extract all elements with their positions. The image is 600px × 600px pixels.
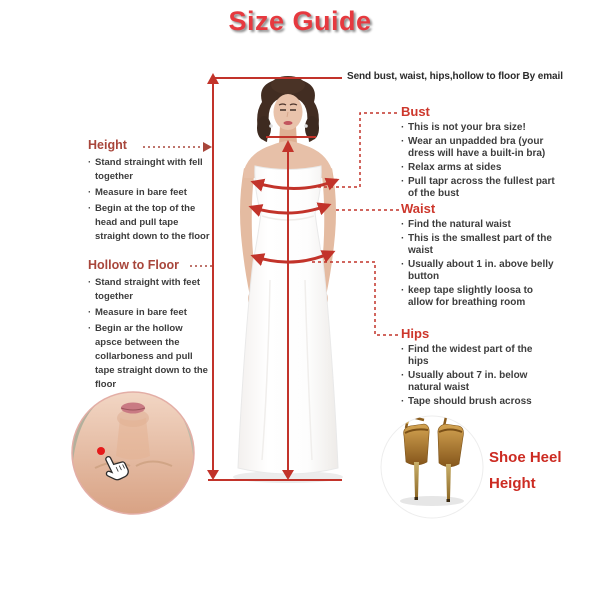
list-item: · Pull tapr across the fullest part of the bust	[401, 176, 555, 200]
height-line-down-arrow	[207, 470, 219, 480]
hips-list	[401, 344, 555, 408]
list-item: · Measure in bare feet	[88, 186, 212, 200]
neck-shading	[116, 418, 150, 460]
height-list	[88, 156, 212, 244]
email-instruction: Send bust, waist, hips,hollow to floor By email	[347, 71, 563, 82]
hollow-to-floor-heading: Hollow to Floor	[88, 258, 179, 272]
bust-heading: Bust	[401, 104, 430, 119]
shoe-heel-image	[381, 415, 483, 518]
shoe-heel-height-line1: Shoe Heel	[489, 449, 562, 466]
lips	[284, 121, 293, 125]
left-earring	[269, 124, 273, 128]
hollow-to-floor-list	[88, 276, 212, 392]
bust-list	[401, 122, 555, 200]
closeup-lips	[121, 403, 145, 414]
waist-list	[401, 219, 555, 309]
list-item: · Stand strainght with fell together	[88, 156, 212, 184]
height-section	[88, 139, 212, 246]
hollow-point-dot	[97, 447, 105, 455]
list-item: · Measure in bare feet	[88, 306, 212, 320]
waist-section	[401, 202, 555, 311]
list-item: · Stand straight with feet together	[88, 276, 212, 304]
list-item: · This is not your bra size!	[401, 122, 555, 134]
list-item: · Find the natural waist	[401, 219, 555, 231]
height-heading: Height	[88, 138, 127, 152]
list-item: · Usually about 1 in. above belly button	[401, 259, 555, 283]
list-item: · Relax arms at sides	[401, 162, 555, 174]
list-item: · Begin ar the hollow apsce between the collarboness and pull tape straight down to the floor	[88, 322, 212, 392]
hollow-point-closeup	[72, 391, 194, 514]
hips-heading: Hips	[401, 326, 430, 341]
list-item: · Find the widest part of the hips	[401, 344, 555, 368]
page-title: Size Guide	[228, 6, 372, 36]
list-item: · Wear an unpadded bra (your dress will have a built-in bra)	[401, 136, 555, 160]
shoe-heel-height-line2: Height	[489, 475, 536, 492]
list-item: · This is the smallest part of the waist	[401, 233, 555, 257]
shoe-heel-height-label	[489, 445, 562, 497]
bust-section	[401, 105, 555, 202]
shoe-shadow	[400, 496, 464, 506]
hollow-to-floor-section	[88, 259, 212, 394]
waist-heading: Waist	[401, 201, 436, 216]
right-earring	[304, 124, 308, 128]
hips-section	[401, 327, 555, 410]
list-item: · Begin at the top of the head and pull tape straight down to the floor	[88, 202, 212, 244]
list-item: · Tape should brush across	[401, 396, 555, 408]
list-item: · keep tape slightly loosa to allow for breathing room	[401, 285, 555, 309]
list-item: · Usually about 7 in. below natural waist	[401, 370, 555, 394]
